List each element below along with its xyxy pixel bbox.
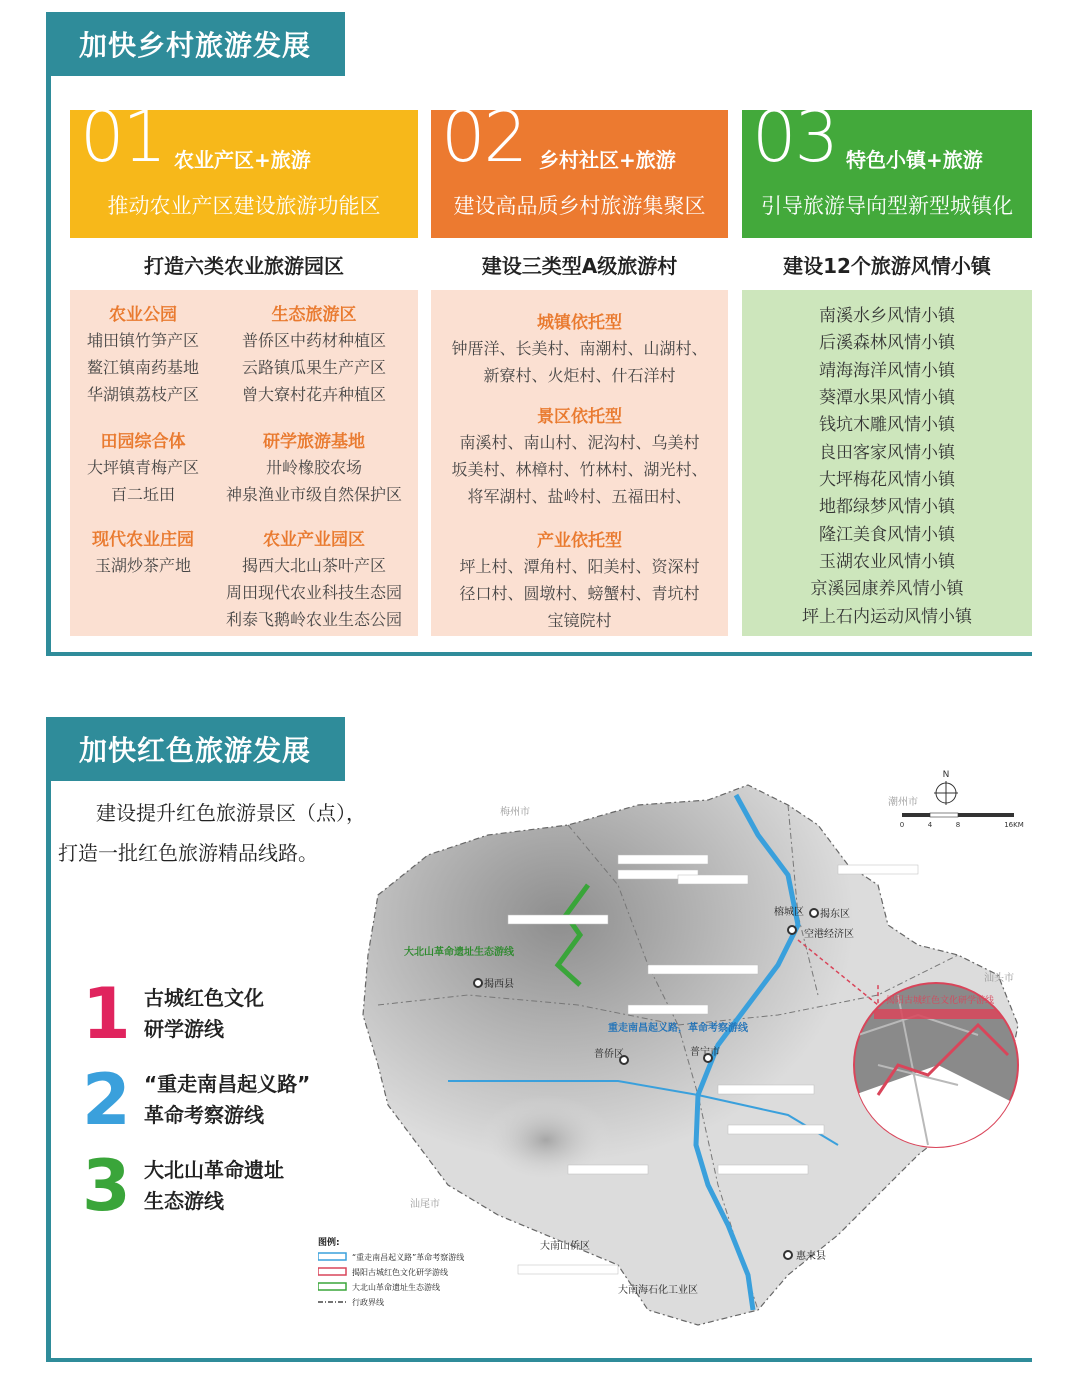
route-3 — [82, 1145, 284, 1227]
place-label: 大南海石化工业区 — [618, 1285, 698, 1296]
park-item: 普侨区中药材种植区 — [241, 331, 386, 350]
village-line: 南溪村、南山村、泥沟村、乌美村 — [459, 433, 700, 452]
intro-line: 打造一批红色旅游精品线路。 — [58, 841, 318, 865]
village-line: 将军湖村、盐岭村、五福田村、 — [467, 487, 692, 506]
legend-item: 揭阳古城红色文化研学游线 — [352, 1268, 448, 1277]
village-line: 坂美村、林樟村、竹林村、湖光村、 — [451, 460, 708, 479]
column-subtitle: 乡村社区+旅游 — [539, 148, 676, 172]
route-line: 生态游线 — [144, 1189, 224, 1213]
section-border-left — [46, 717, 51, 1362]
legend-item: 大北山革命遗址生态游线 — [352, 1283, 440, 1292]
place-label: 榕城区 — [774, 907, 804, 918]
scale-bar — [900, 813, 1024, 829]
place-label: 汕尾市 — [410, 1199, 440, 1210]
route-1 — [82, 973, 264, 1055]
column-subtitle: 特色小镇+旅游 — [846, 148, 983, 172]
legend-title: 图例: — [318, 1238, 340, 1248]
section-title-rural: 加快乡村旅游发展 — [51, 12, 345, 76]
section-border-left — [46, 12, 51, 656]
town-item: 京溪园康养风情小镇 — [810, 579, 964, 599]
park-item: 百二坵田 — [110, 485, 175, 504]
park-group-head: 生态旅游区 — [271, 305, 357, 325]
village-line: 新寮村、火炬村、什石洋村 — [483, 366, 676, 385]
scale-label: 8 — [955, 821, 961, 829]
route-number: 3 — [82, 1145, 131, 1227]
red-tourism-section — [46, 717, 1032, 1362]
place-label: 梅州市 — [500, 807, 530, 818]
route-number: 1 — [82, 973, 131, 1055]
red-tourism-map — [318, 765, 1032, 1355]
column-heading-towns: 建设12个旅游风情小镇 — [783, 254, 991, 278]
route-line: 大北山革命遗址 — [144, 1158, 284, 1182]
parks-box — [70, 290, 418, 636]
column-description: 引导旅游导向型新型城镇化 — [761, 194, 1013, 218]
column-subtitle: 农业产区+旅游 — [174, 148, 311, 172]
park-item: 鳌江镇南药基地 — [86, 358, 199, 377]
town-item: 后溪森林风情小镇 — [819, 333, 955, 353]
column-head-02 — [431, 96, 728, 238]
route-line: “重走南昌起义路” — [144, 1072, 311, 1096]
town-item: 坪上石内运动风情小镇 — [802, 607, 972, 627]
column-heading-villages: 建设三类型A级旅游村 — [481, 254, 678, 278]
route-line: 革命考察游线 — [144, 1103, 264, 1127]
column-heading-parks: 打造六类农业旅游园区 — [144, 254, 344, 278]
route-number: 2 — [82, 1059, 131, 1141]
rural-tourism-section — [46, 12, 1032, 656]
town-item: 靖海海洋风情小镇 — [819, 361, 955, 381]
villages-box — [431, 290, 728, 636]
park-group-head: 现代农业庄园 — [92, 530, 194, 550]
park-item: 周田现代农业科技生态园 — [225, 583, 402, 602]
town-item: 葵潭水果风情小镇 — [819, 388, 955, 408]
place-label: 普侨区 — [594, 1049, 624, 1060]
route-line: 研学游线 — [144, 1017, 224, 1041]
place-label: 惠来县 — [796, 1251, 826, 1262]
park-item: 揭西大北山茶叶产区 — [241, 556, 386, 575]
north-label: N — [942, 770, 950, 780]
town-item: 钱坑木雕风情小镇 — [819, 415, 955, 435]
village-line: 坪上村、潭角村、阳美村、资深村 — [459, 557, 700, 576]
park-item: 华湖镇荔枝产区 — [86, 385, 199, 404]
column-head-01 — [70, 96, 418, 238]
park-item: 曾大寮村花卉种植区 — [241, 385, 386, 404]
section-title-red: 加快红色旅游发展 — [51, 717, 345, 781]
park-item: 大坪镇青梅产区 — [86, 458, 199, 477]
village-group-head: 城镇依托型 — [537, 313, 622, 333]
column-number: 03 — [752, 96, 838, 178]
route-2 — [82, 1059, 311, 1141]
park-group-head: 研学旅游基地 — [263, 432, 365, 452]
park-item: 玉湖炒茶产地 — [94, 556, 191, 575]
place-label: 揭西县 — [484, 979, 514, 990]
place-label: 汕头市 — [984, 973, 1014, 984]
section-border-bottom — [46, 1358, 1032, 1362]
column-description: 推动农业产区建设旅游功能区 — [107, 194, 381, 218]
legend-item: 行政界线 — [352, 1298, 384, 1307]
route-line: 古城红色文化 — [144, 986, 264, 1010]
park-item: 利泰飞鹅岭农业生态公园 — [225, 610, 402, 629]
village-line: 径口村、圆墩村、螃蟹村、青坑村 — [459, 584, 700, 603]
column-number: 02 — [441, 96, 527, 178]
place-label: 潮州市 — [888, 797, 918, 808]
towns-box — [742, 290, 1032, 636]
scale-label: 16KM — [1004, 821, 1024, 829]
park-group-head: 田园综合体 — [100, 432, 186, 452]
column-head-03 — [742, 96, 1032, 238]
place-label: 空港经济区 — [804, 929, 854, 940]
town-item: 地都绿梦风情小镇 — [819, 497, 955, 517]
town-item: 南溪水乡风情小镇 — [819, 306, 955, 326]
town-item: 隆江美食风情小镇 — [819, 525, 955, 545]
town-item: 大坪梅花风情小镇 — [819, 470, 955, 490]
scale-label: 0 — [899, 821, 905, 829]
section-border-bottom — [46, 652, 1032, 656]
place-label: 大南山侨区 — [540, 1241, 590, 1252]
village-group-head: 产业依托型 — [537, 531, 622, 551]
village-line: 宝镜院村 — [547, 611, 612, 630]
place-label: 揭东区 — [820, 909, 850, 920]
inset-title: 揭阳古城红色文化研学游线 — [885, 996, 995, 1006]
scale-label: 4 — [927, 821, 933, 829]
route-map-label: 大北山革命遗址生态游线 — [404, 947, 514, 958]
intro-line: 建设提升红色旅游景区（点）， — [96, 801, 366, 825]
village-line: 钟厝洋、长美村、南潮村、山湖村、 — [451, 339, 708, 358]
town-item: 良田客家风情小镇 — [819, 443, 955, 463]
park-item: 云路镇瓜果生产产区 — [241, 358, 386, 377]
park-item: 神泉渔业市级自然保护区 — [225, 485, 402, 504]
column-description: 建设高品质乡村旅游集聚区 — [453, 194, 706, 218]
place-label: 普宁市 — [690, 1047, 720, 1058]
park-group-head: 农业产业园区 — [263, 530, 365, 550]
route-map-label: 重走南昌起义路，革命考察游线 — [608, 1023, 748, 1034]
village-group-head: 景区依托型 — [537, 407, 622, 427]
town-item: 玉湖农业风情小镇 — [819, 552, 955, 572]
legend-item: “重走南昌起义路”革命考察游线 — [352, 1253, 465, 1262]
park-group-head: 农业公园 — [109, 305, 177, 325]
park-item: 卅岭橡胶农场 — [265, 458, 362, 477]
column-number: 01 — [80, 96, 166, 178]
map-legend — [318, 1236, 464, 1307]
park-item: 埔田镇竹笋产区 — [86, 331, 199, 350]
